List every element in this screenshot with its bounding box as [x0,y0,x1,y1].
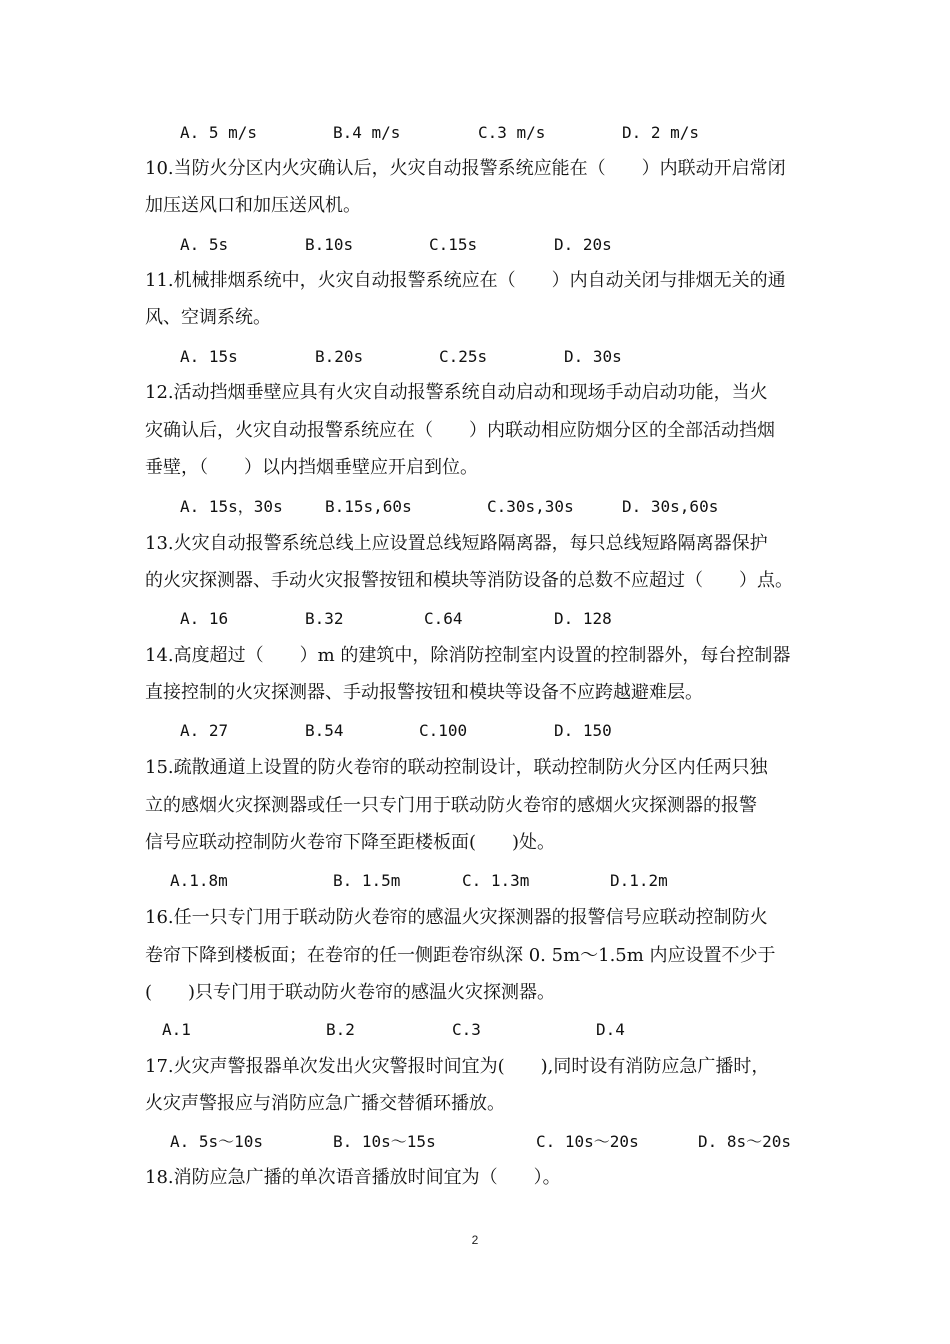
question-11-line-2: 风、空调系统。 [145,307,271,328]
option-c: C.30s,30s [487,497,574,516]
question-12-line-2: 灾确认后，火灾自动报警系统应在（ ）内联动相应防烟分区的全部活动挡烟 [145,420,775,441]
option-b: B.20s [315,347,364,366]
option-c: C.15s [429,235,478,254]
option-a: A. 27 [180,721,229,740]
question-10-line-1: 10.当防火分区内火灾确认后，火灾自动报警系统应能在（ ）内联动开启常闭 [145,158,786,179]
question-14-line-1: 14.高度超过（ ）m 的建筑中，除消防控制室内设置的控制器外，每台控制器 [145,645,791,666]
option-b: B.2 [326,1020,355,1039]
option-a: A. 15s，30s [180,497,283,516]
option-c: C. 10s～20s [536,1132,639,1151]
question-16-line-2: 卷帘下降到楼板面；在卷帘的任一侧距卷帘纵深 0. 5m～1.5m 内应设置不少于 [145,945,776,966]
option-d: D. 150 [554,721,612,740]
option-d: D.4 [596,1020,625,1039]
option-b: B. 1.5m [333,871,401,890]
option-d: D. 30s,60s [622,497,719,516]
option-c: C. 1.3m [462,871,530,890]
q13-options [0,608,950,630]
question-13-line-1: 13.火灾自动报警系统总线上应设置总线短路隔离器，每只总线短路隔离器保护 [145,533,768,554]
option-a: A.1.8m [170,871,228,890]
q12-options [0,496,950,518]
q17-options [0,1131,950,1153]
question-11-line-1: 11.机械排烟系统中，火灾自动报警系统应在（ ）内自动关闭与排烟无关的通 [145,270,786,291]
option-b: B.15s,60s [325,497,412,516]
option-c: C.25s [439,347,488,366]
option-b: B. 10s～15s [333,1132,436,1151]
q15-options [0,870,950,892]
option-b: B.54 [305,721,344,740]
question-16-line-3: ( )只专门用于联动防火卷帘的感温火灾探测器。 [145,982,556,1003]
question-13-line-2: 的火灾探测器、手动火灾报警按钮和模块等消防设备的总数不应超过（ ）点。 [145,570,793,591]
option-a: A. 16 [180,609,229,628]
option-a: A. 5s [180,235,229,254]
option-b: B.10s [305,235,354,254]
option-a: A.1 [162,1020,191,1039]
q9-options [0,122,950,144]
q10-options [0,234,950,256]
question-12-line-3: 垂壁，（ ）以内挡烟垂壁应开启到位。 [145,457,478,478]
question-12-line-1: 12.活动挡烟垂壁应具有火灾自动报警系统自动启动和现场手动启动功能，当火 [145,382,768,403]
option-a: A. 5 m/s [180,123,258,142]
question-10-line-2: 加压送风口和加压送风机。 [145,195,361,216]
option-d: D. 8s～20s [698,1132,792,1151]
option-a: A. 15s [180,347,238,366]
option-a: A. 5s～10s [170,1132,264,1151]
question-16-line-1: 16.任一只专门用于联动防火卷帘的感温火灾探测器的报警信号应联动控制防火 [145,907,768,928]
question-17-line-1: 17.火灾声警报器单次发出火灾警报时间宜为( ),同时设有消防应急广播时， [145,1056,770,1077]
option-d: D. 2 m/s [622,123,700,142]
option-b: B.4 m/s [333,123,401,142]
q11-options [0,346,950,368]
page-number: 2 [471,1233,479,1247]
question-15-line-1: 15.疏散通道上设置的防火卷帘的联动控制设计，联动控制防火分区内任两只独 [145,757,768,778]
option-d: D. 30s [564,347,622,366]
question-15-line-2: 立的感烟火灾探测器或任一只专门用于联动防火卷帘的感烟火灾探测器的报警 [145,795,757,816]
q14-options [0,720,950,742]
question-18-line-1: 18.消防应急广播的单次语音播放时间宜为（ ）。 [145,1167,561,1188]
q16-options [0,1019,950,1041]
option-d: D. 20s [554,235,612,254]
option-c: C.3 m/s [478,123,546,142]
question-15-line-3: 信号应联动控制防火卷帘下降至距楼板面( )处。 [145,832,556,853]
option-d: D.1.2m [610,871,668,890]
option-b: B.32 [305,609,344,628]
option-c: C.64 [424,609,463,628]
option-c: C.3 [452,1020,481,1039]
question-14-line-2: 直接控制的火灾探测器、手动报警按钮和模块等设备不应跨越避难层。 [145,682,703,703]
option-d: D. 128 [554,609,612,628]
option-c: C.100 [419,721,468,740]
question-17-line-2: 火灾声警报应与消防应急广播交替循环播放。 [145,1093,505,1114]
